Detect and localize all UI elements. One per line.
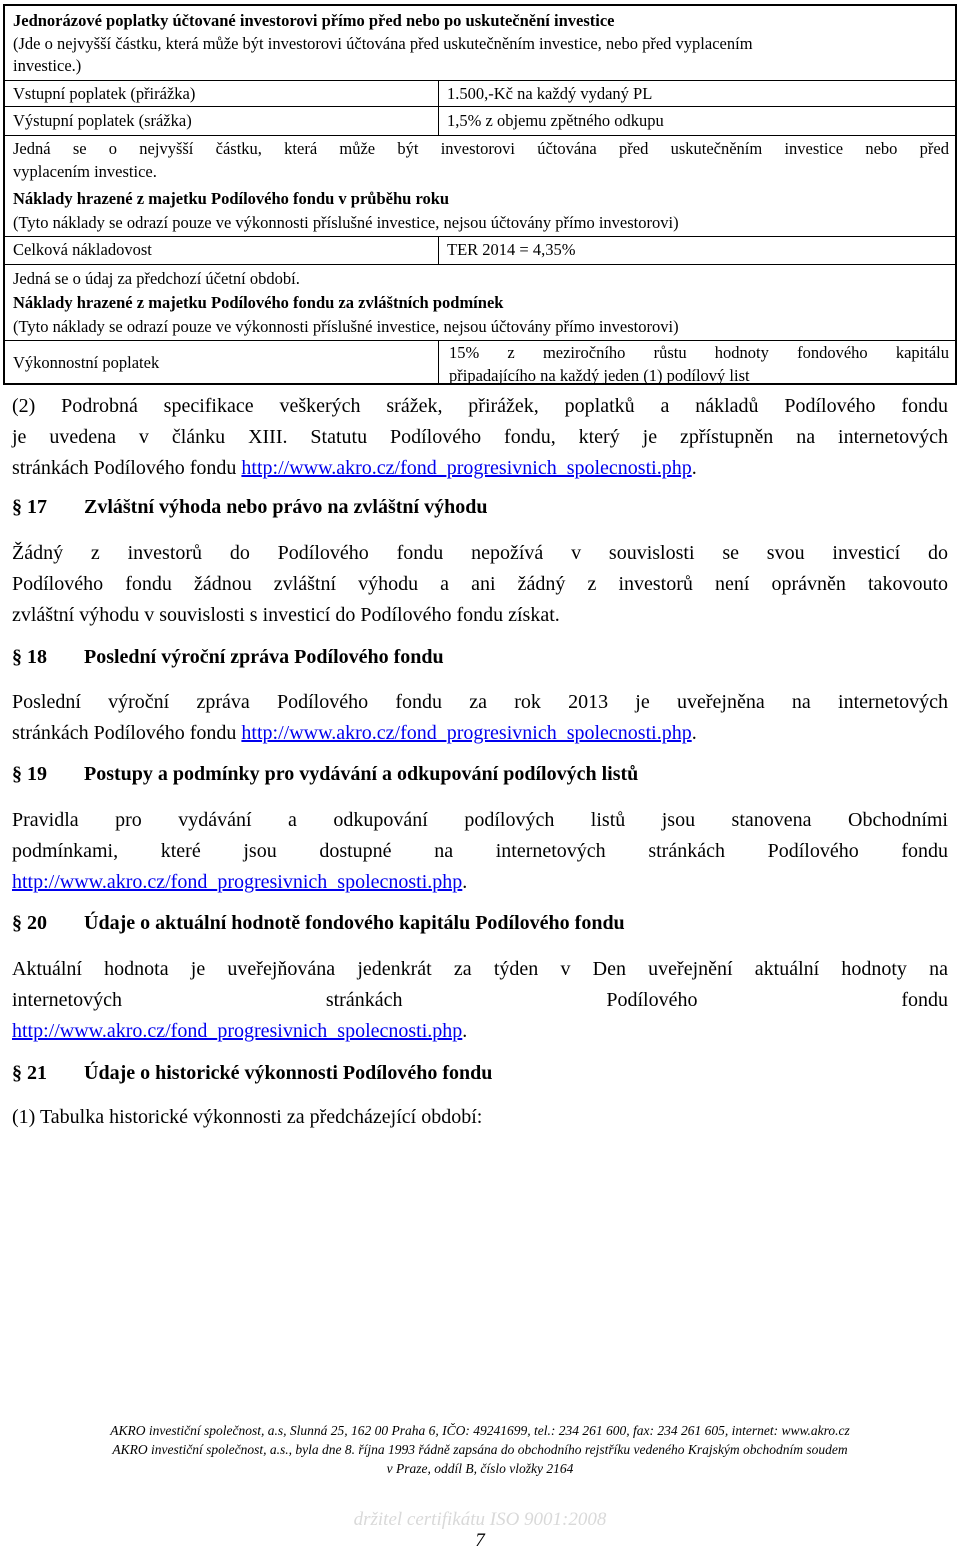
yearly-costs-note: (Tyto náklady se odrazí pouze ve výkonnosti příslušné investice, nejsou účtovány přímo investorovi): [13, 213, 679, 232]
table-rule: [438, 340, 439, 383]
yearly-costs-heading: Náklady hrazené z majetku Podílového fondu v průběhu roku: [13, 189, 450, 208]
table-rule: [438, 236, 439, 264]
section-19-line: podmínkami, které jsou dostupné na internetových stránkách Podílového fondu: [12, 840, 948, 862]
table-rule: [5, 80, 955, 81]
section-number: § 19: [12, 763, 47, 785]
fund-website-link[interactable]: http://www.akro.cz/fond_progresivnich_spolecnosti.php: [241, 722, 692, 744]
table-rule: [5, 264, 955, 265]
paragraph-2-line: (2) Podrobná specifikace veškerých srážek, přirážek, poplatků a nákladů Podílového fondu: [12, 395, 948, 417]
footer-address: AKRO investiční společnost, a.s, Slunná 25, 162 00 Praha 6, IČO: 49241699, tel.: 234 261 600, fax: 234 261 605, internet: www.akro.cz: [110, 1423, 850, 1438]
performance-fee-value: 15% z meziročního růstu hodnoty fondového kapitálu: [449, 343, 949, 362]
table-rule: [5, 106, 955, 107]
section-title: Postupy a podmínky pro vydávání a odkupování podílových listů: [84, 763, 639, 785]
exit-fee-label: Výstupní poplatek (srážka): [13, 111, 192, 130]
section-20-line: internetových stránkách Podílového fondu: [12, 989, 948, 1011]
table-rule: [5, 340, 955, 341]
entry-fee-label: Vstupní poplatek (přirážka): [13, 84, 196, 103]
page-number: 7: [475, 1530, 485, 1551]
special-costs-heading: Náklady hrazené z majetku Podílového fondu za zvláštních podmínek: [13, 293, 504, 312]
fee-table: [3, 4, 957, 385]
entry-fee-value: 1.500,-Kč na každý vydaný PL: [447, 84, 653, 103]
exit-fee-value: 1,5% z objemu zpětného odkupu: [447, 111, 664, 130]
section-title: Údaje o historické výkonnosti Podílového fondu: [84, 1062, 493, 1084]
ter-label: Celková nákladovost: [13, 240, 152, 259]
footer-registration-cont: v Praze, oddíl B, číslo vložky 2164: [386, 1461, 574, 1476]
paragraph-2-line: je uvedena v článku XIII. Statutu Podílového fondu, který je zpřístupněn na internetových: [12, 426, 948, 448]
performance-fee-label: Výkonnostní poplatek: [13, 353, 160, 372]
iso-certificate-watermark: držitel certifikátu ISO 9001:2008: [353, 1509, 607, 1530]
section-20-line: Aktuální hodnota je uveřejňována jedenkrát za týden v Den uveřejnění aktuální hodnoty na: [12, 958, 948, 980]
fund-website-link[interactable]: http://www.akro.cz/fond_progresivnich_spolecnosti.php: [241, 457, 692, 479]
max-amount-note-cont: vyplacením investice.: [13, 162, 157, 181]
section-17-line: zvláštní výhodu v souvislosti s investicí do Podílového fondu získat.: [12, 604, 560, 626]
section-18-heading: [12, 646, 444, 669]
section-17-line: Podílového fondu žádnou zvláštní výhodu a ani žádný z investorů není oprávněn takovouto: [12, 573, 948, 595]
section-17-body: [12, 538, 948, 631]
section-18-line: stránkách Podílového fondu: [12, 722, 242, 744]
period: .: [462, 871, 468, 893]
ter-note: Jedná se o údaj za předchozí účetní období.: [13, 269, 300, 288]
section-title: Poslední výroční zpráva Podílového fondu: [84, 646, 444, 668]
period: .: [462, 1020, 468, 1042]
max-amount-note: Jedná se o nejvyšší částku, která může být investorovi účtována před uskutečněním investice nebo před: [13, 139, 949, 158]
one-time-fees-heading: Jednorázové poplatky účtované investorovi přímo před nebo po uskutečnění investice: [13, 11, 615, 30]
section-number: § 20: [12, 912, 47, 934]
section-number: § 18: [12, 646, 47, 668]
fund-website-link[interactable]: http://www.akro.cz/fond_progresivnich_spolecnosti.php: [12, 1020, 463, 1042]
paragraph-2: [12, 391, 948, 484]
period: .: [691, 457, 697, 479]
section-20-heading: [12, 912, 625, 935]
section-17-line: Žádný z investorů do Podílového fondu nepožívá v souvislosti se svou investicí do: [12, 542, 948, 564]
ter-value: TER 2014 = 4,35%: [447, 240, 576, 259]
section-20-body: [12, 954, 948, 1047]
section-title: Zvláštní výhoda nebo právo na zvláštní výhodu: [84, 496, 488, 518]
table-rule: [5, 236, 955, 237]
section-title: Údaje o aktuální hodnotě fondového kapitálu Podílového fondu: [84, 912, 625, 934]
section-18-line: Poslední výroční zpráva Podílového fondu za rok 2013 je uveřejněna na internetových: [12, 691, 948, 713]
footer-registration: AKRO investiční společnost, a.s., byla dne 8. října 1993 řádně zapsána do obchodního rejstříku vedeného Krajským obchodním soudem: [112, 1442, 848, 1457]
section-21-line: (1) Tabulka historické výkonnosti za předcházející období:: [12, 1106, 483, 1128]
one-time-fees-note-cont: investice.): [13, 56, 82, 75]
table-rule: [438, 80, 439, 135]
section-number: § 21: [12, 1062, 47, 1084]
section-21-heading: [12, 1062, 492, 1085]
table-rule: [5, 135, 955, 136]
section-19-line: Pravidla pro vydávání a odkupování podílových listů jsou stanovena Obchodními: [12, 809, 948, 831]
one-time-fees-note: (Jde o nejvyšší částku, která může být investorovi účtována před uskutečněním investice, nebo před vyplacením: [13, 34, 753, 53]
section-number: § 17: [12, 496, 47, 518]
section-19-body: [12, 805, 948, 898]
section-19-heading: [12, 763, 638, 786]
section-21-body: [12, 1102, 948, 1133]
performance-fee-value-cont: připadajícího na každý jeden (1) podílový list: [449, 366, 750, 385]
section-17-heading: [12, 496, 487, 519]
special-costs-note: (Tyto náklady se odrazí pouze ve výkonnosti příslušné investice, nejsou účtovány přímo investorovi): [13, 317, 679, 336]
fund-website-link[interactable]: http://www.akro.cz/fond_progresivnich_spolecnosti.php: [12, 871, 463, 893]
period: .: [691, 722, 697, 744]
section-18-body: [12, 687, 948, 749]
paragraph-2-line: stránkách Podílového fondu: [12, 457, 242, 479]
